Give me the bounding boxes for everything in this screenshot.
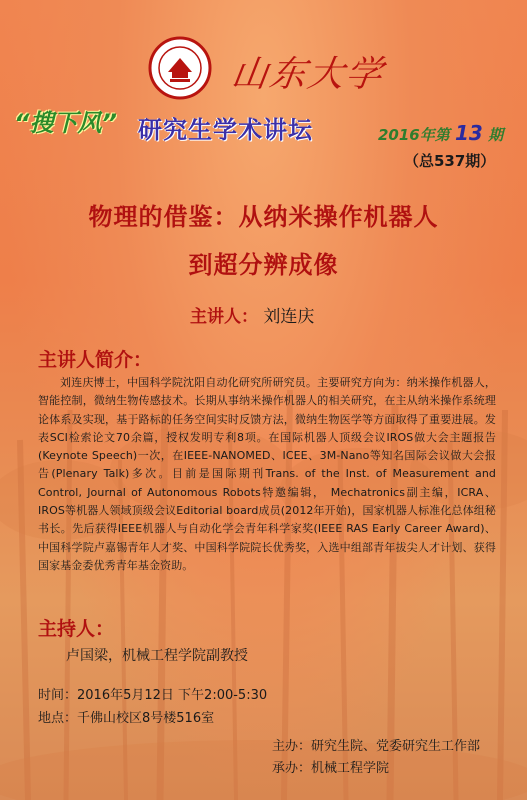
event-time xyxy=(38,684,267,703)
series-name: “搜下风” xyxy=(14,109,117,137)
issue-number: 13 xyxy=(454,121,483,145)
issue-suffix: 期 xyxy=(488,126,504,144)
forum-name: 研究生学术讲坛 xyxy=(138,116,313,144)
organizer-undertake xyxy=(272,757,389,776)
time-value: 2016年5月12日 下午2:00-5:30 xyxy=(77,688,268,703)
university-seal-icon xyxy=(148,36,212,100)
university-logo-text: 山东大学 xyxy=(228,54,387,95)
issue-label xyxy=(378,121,503,145)
organizer-host-label: 主办： xyxy=(272,739,312,754)
host-heading: 主持人： xyxy=(38,618,115,640)
lecture-title-line2: 到超分辨成像 xyxy=(188,251,339,279)
speaker-line xyxy=(190,302,314,327)
bio-text: 刘连庆博士，中国科学院沈阳自动化研究所研究员。主要研究方向为：纳米操作机器人，智能控制，微纳生物传感技术。长期从事纳米操作机器人的相关研究，在主从纳米操作系统理论体系及实现，基于路标的任务空间实时反馈方法，微纳生物医学等方面取得了重要进展。发表SCI检索论文70余篇，授权发明专利8项。在国际机器人顶级会议IROS做大会主题报告(Keynote Speech)一次，在IEEE-NANOMED、ICEE、3M-Nano等知名国际会议做大会报告(Plenary Talk)多次。目前是国际期刊Trans. of the Inst. of Measurement and Control, Journal of Autonomous Robots特邀编辑， Mechatronics副主编，ICRA、IROS等机器人领域顶级会议Editorial board成员(2012年开始)，国家机器人标准化总体组秘书长。先后获得IEEE机器人与自动化学会青年科学家奖(IEEE RAS Early Career Award)、中国科学院卢嘉锡青年人才奖、中国科学院院长优秀奖，入选中组部青年拔尖人才计划、获得国家基金委优秀青年基金资助。 xyxy=(38,376,496,572)
place-label: 地点： xyxy=(38,711,78,726)
time-label: 时间： xyxy=(38,688,78,703)
event-place xyxy=(38,707,214,726)
organizer-undertake-label: 承办： xyxy=(272,761,312,776)
organizer-undertake-value: 机械工程学院 xyxy=(311,761,390,776)
organizer-host xyxy=(272,735,480,754)
lecture-title-line1: 物理的借鉴：从纳米操作机器人 xyxy=(88,203,439,231)
total-issue: （总537期） xyxy=(404,152,496,170)
speaker-name: 刘连庆 xyxy=(263,307,315,327)
organizer-host-value: 研究生院、党委研究生工作部 xyxy=(311,739,481,754)
place-value: 千佛山校区8号楼516室 xyxy=(77,711,215,726)
issue-prefix: 2016年第 xyxy=(378,126,450,144)
bio-heading: 主讲人简介： xyxy=(38,349,153,371)
host-name: 卢国梁，机械工程学院副教授 xyxy=(66,648,248,664)
speaker-label: 主讲人： xyxy=(190,307,258,327)
